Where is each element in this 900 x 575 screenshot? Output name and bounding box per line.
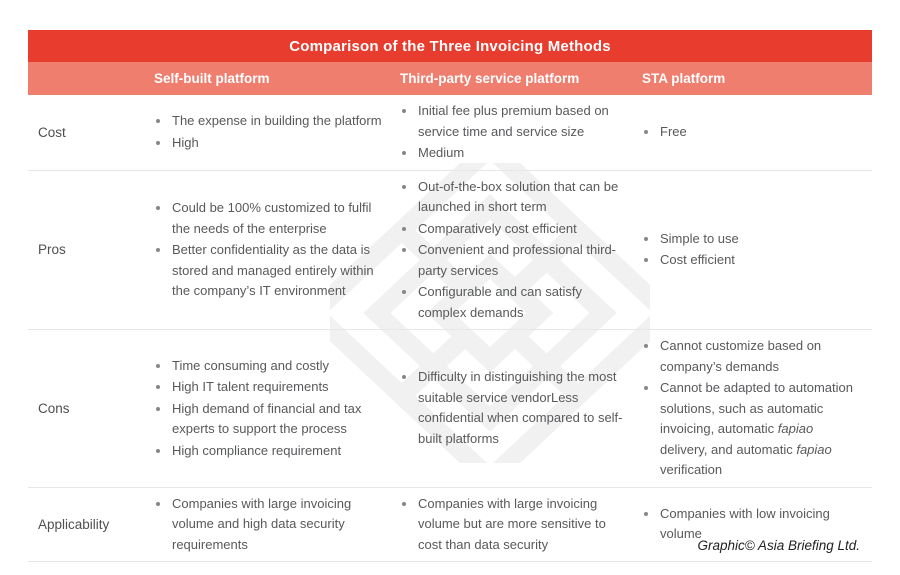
table-title: Comparison of the Three Invoicing Methods xyxy=(289,37,611,55)
bullet-text: Initial fee plus premium based on service time and service size xyxy=(418,103,609,139)
column-header-row xyxy=(28,62,872,95)
bullet-icon xyxy=(156,385,160,389)
comparison-table xyxy=(28,30,872,562)
bullet-icon xyxy=(402,290,406,294)
bullet-icon xyxy=(644,237,648,241)
bullet-text: Cost efficient xyxy=(660,252,735,268)
bullet-text: Time consuming and costly xyxy=(172,357,330,373)
bullet-text: Better confidentiality as the data is stored and managed entirely within the company’s IT environment xyxy=(172,242,374,298)
bullet-icon xyxy=(402,248,406,252)
bullet-item xyxy=(154,240,384,302)
bullet-list xyxy=(150,111,396,153)
table-cell-col3 xyxy=(638,228,872,272)
table-row xyxy=(28,171,872,331)
bullet-text: Companies with large invoicing volume but are more sensitive to cost than data security xyxy=(418,495,606,552)
graphic-credit: Graphic© Asia Briefing Ltd. xyxy=(697,538,860,553)
table-cell-col2 xyxy=(396,176,638,325)
bullet-list xyxy=(150,356,396,462)
bullet-icon xyxy=(644,512,648,516)
bullet-item xyxy=(400,494,626,556)
bullet-item xyxy=(400,282,626,323)
bullet-text: The expense in building the platform xyxy=(172,113,382,129)
table-cell-col2 xyxy=(396,493,638,557)
table-body xyxy=(28,95,872,562)
bullet-icon xyxy=(156,141,160,145)
bullet-text: High demand of financial and tax experts to support the process xyxy=(172,400,362,436)
table-cell-col2 xyxy=(396,100,638,165)
bullet-item xyxy=(642,122,860,143)
bullet-list xyxy=(638,229,872,271)
bullet-text: Companies with large invoicing volume and high data security requirements xyxy=(172,495,352,552)
table-row xyxy=(28,95,872,171)
table-cell-col2 xyxy=(396,366,638,450)
row-label: Cons xyxy=(38,400,70,416)
bullet-icon xyxy=(644,344,648,348)
bullet-item xyxy=(154,133,384,154)
bullet-text: Difficulty in distinguishing the most suitable service vendorLess confidential when compared to self-built platforms xyxy=(418,369,623,446)
bullet-item xyxy=(154,198,384,239)
column-header-self-built: Self-built platform xyxy=(154,71,270,86)
row-label: Applicability xyxy=(38,516,110,532)
table-row xyxy=(28,330,872,488)
bullet-text: Comparatively cost efficient xyxy=(418,220,577,236)
bullet-icon xyxy=(402,185,406,189)
bullet-item xyxy=(400,177,626,218)
bullet-icon xyxy=(402,151,406,155)
table-cell-col3 xyxy=(638,335,872,482)
bullet-item xyxy=(642,336,860,377)
bullet-item xyxy=(154,377,384,398)
table-cell-col1 xyxy=(150,493,396,557)
bullet-list xyxy=(396,494,638,556)
bullet-icon xyxy=(402,227,406,231)
bullet-text: Cannot customize based on company’s demands xyxy=(660,338,822,374)
bullet-text: Configurable and can satisfy complex demands xyxy=(418,284,583,320)
table-cell-col1 xyxy=(150,197,396,303)
bullet-text: Convenient and professional third-party services xyxy=(418,242,617,278)
bullet-icon xyxy=(156,502,160,506)
table-title-bar xyxy=(28,30,872,62)
bullet-list xyxy=(638,122,872,143)
bullet-list xyxy=(150,198,396,302)
column-header-sta: STA platform xyxy=(642,71,726,86)
bullet-text: High IT talent requirements xyxy=(172,379,329,394)
bullet-item xyxy=(154,441,384,462)
bullet-icon xyxy=(644,258,648,262)
bullet-text: Simple to use xyxy=(660,230,739,246)
bullet-icon xyxy=(156,206,160,210)
bullet-list xyxy=(396,177,638,324)
bullet-item xyxy=(642,250,860,271)
bullet-text: Companies with low invoicing volume xyxy=(660,505,830,542)
column-header-third-party: Third-party service platform xyxy=(400,71,580,86)
bullet-item xyxy=(400,143,626,164)
bullet-item xyxy=(154,356,384,377)
bullet-icon xyxy=(402,502,406,506)
bullet-icon xyxy=(156,449,160,453)
table-cell-col3 xyxy=(638,121,872,144)
bullet-item xyxy=(400,367,626,449)
bullet-item xyxy=(154,111,384,132)
bullet-icon xyxy=(402,109,406,113)
bullet-icon xyxy=(156,119,160,123)
bullet-icon xyxy=(156,364,160,368)
bullet-list xyxy=(638,336,872,481)
bullet-item xyxy=(154,399,384,440)
bullet-text: High compliance requirement xyxy=(172,442,342,458)
bullet-item xyxy=(642,229,860,250)
bullet-item xyxy=(154,494,384,556)
bullet-item xyxy=(400,240,626,281)
bullet-text: High xyxy=(172,134,199,150)
bullet-icon xyxy=(156,248,160,252)
bullet-text: Out-of-the-box solution that can be launched in short term xyxy=(418,178,619,214)
bullet-list xyxy=(396,367,638,449)
bullet-icon xyxy=(644,130,648,134)
bullet-text: Free xyxy=(660,124,687,139)
bullet-text: Medium xyxy=(418,145,465,160)
bullet-list xyxy=(396,101,638,164)
bullet-icon xyxy=(156,407,160,411)
bullet-item xyxy=(400,219,626,240)
bullet-item xyxy=(642,378,860,481)
bullet-item xyxy=(400,101,626,142)
row-label: Pros xyxy=(38,242,66,258)
bullet-text: Could be 100% customized to fulfil the needs of the enterprise xyxy=(172,200,372,236)
bullet-icon xyxy=(644,386,648,390)
bullet-icon xyxy=(402,375,406,379)
bullet-text: Cannot be adapted to automation solutions, such as automatic invoicing, automatic fapiao delivery, and automatic fapiao verification xyxy=(660,380,853,477)
table-cell-col1 xyxy=(150,110,396,154)
table-cell-col1 xyxy=(150,355,396,463)
bullet-list xyxy=(150,494,396,556)
row-label: Cost xyxy=(38,124,66,140)
